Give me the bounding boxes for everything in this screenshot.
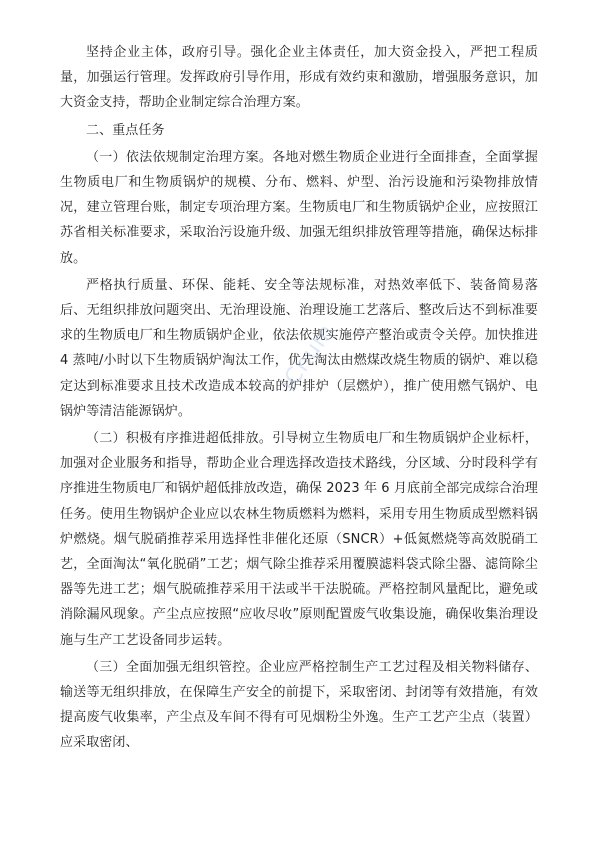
document-body (60, 40, 538, 758)
watermark-logo: iChum (275, 319, 340, 396)
paragraph-principle: 坚持企业主体，政府引导。强化企业主体责任，加大资金投入，严把工程质量，加强运行管理。发挥政府引导作用，形成有效约束和激励，增强服务意识，加大资金支持，帮助企业制定综合治理方案。 (60, 45, 538, 111)
section-heading-key-tasks: 二、重点任务 (86, 122, 165, 138)
paragraph-task-1-standards: 严格执行质量、环保、能耗、安全等法规标准，对热效率低下、装备简易落后、无组织排放问题突出、无治理设施、治理设施工艺落后、整改后达不到标准要求的生物质电厂和生物质锅炉企业，依法依规实施停产整治或责令关停。加快推进 4 蒸吨/小时以下生物质锅炉淘汰工作，优先淘汰由燃煤改烧生物质的锅炉、难以稳定达到标准要求且技术改造成本较高的炉排炉（层燃炉），推广使用燃气锅炉、电锅炉等清洁能源锅炉。 (60, 277, 538, 419)
paragraph-task-1: （一）依法依规制定治理方案。各地对燃生物质企业进行全面排查，全面掌握生物质电厂和生物质锅炉的规模、分布、燃料、炉型、治污设施和污染物排放情况，建立管理台账，制定专项治理方案。生物质电厂和生物质锅炉企业，应按照江苏省相关标准要求，采取治污设施升级、加强无组织排放管理等措施，确保达标排放。 (60, 149, 538, 266)
paragraph-task-3: （三）全面加强无组织管控。企业应严格控制生产工艺过程及相关物料储存、输送等无组织排放，在保障生产安全的前提下，采取密闭、封闭等有效措施，有效提高废气收集率，产尘点及车间不得有可见烟粉尘外逸。生产工艺产尘点（装置）应采取密闭、 (60, 659, 538, 751)
paragraph-task-2: （二）积极有序推进超低排放。引导树立生物质电厂和生物质锅炉企业标杆，加强对企业服务和指导，帮助企业合理选择改造技术路线，分区域、分时段科学有序推进生物质电厂和锅炉超低排放改造，确保 2023 年 6 月底前全部完成综合治理任务。使用生物锅炉企业应以农林生物质燃料为燃料，采用专用生物质成型燃料锅炉燃烧。烟气脱硝推荐采用选择性非催化还原（SNCR）+低氮燃烧等高效脱硝工艺，全面淘汰“氧化脱硝”工艺；烟气除尘推荐采用覆膜滤料袋式除尘器、滤筒除尘器等先进工艺；烟气脱硫推荐采用干法或半干法脱硫。严格控制风量配比，避免或消除漏风现象。产尘点应按照“应收尽收”原则配置废气收集设施，确保收集治理设施与生产工艺设备同步运转。 (60, 431, 538, 648)
